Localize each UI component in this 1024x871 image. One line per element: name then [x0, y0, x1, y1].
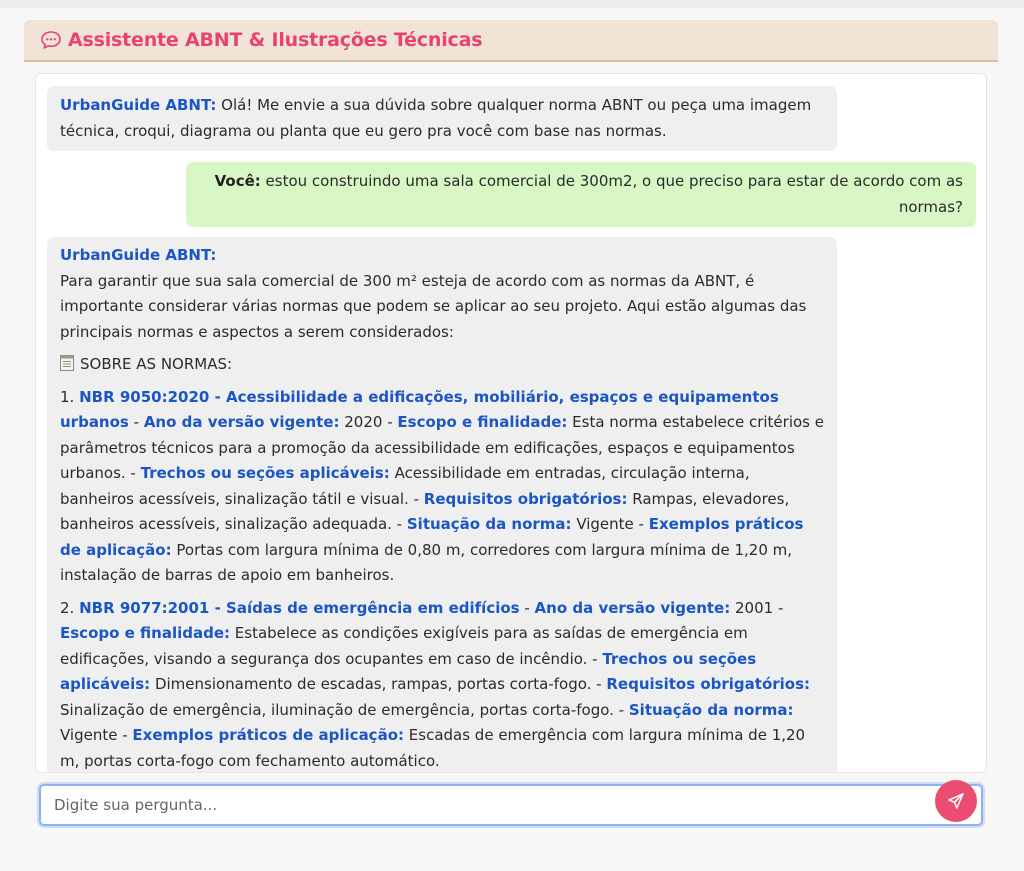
label-requisitos: Requisitos obrigatórios: [423, 489, 628, 508]
norm-title: NBR 9050:2020 - Acessibilidade a edificações, mobiliário, espaços e equipamentos urbanos [60, 387, 779, 431]
question-input-container [39, 784, 983, 826]
label-exemplos: Exemplos práticos de aplicação: [132, 726, 405, 744]
send-button[interactable] [935, 780, 977, 822]
section-heading [60, 352, 824, 378]
value-ano: 2020 - [339, 413, 398, 431]
norm-number: 1. [60, 387, 80, 406]
norm-item [60, 385, 824, 589]
app-header [24, 20, 998, 62]
label-escopo: Escopo e finalidade: [397, 413, 568, 431]
label-ano: Ano da versão vigente: [143, 413, 340, 431]
message-sender: UrbanGuide ABNT: [60, 246, 217, 264]
value-situacao: Vigente - [60, 726, 133, 744]
chat-history[interactable] [35, 73, 987, 773]
send-icon [947, 792, 965, 810]
value-requisitos: Rampas, elevadores, banheiros acessíveis, sinalização adequada. - [60, 489, 790, 533]
norm-number: 2. [60, 598, 80, 617]
separator: - [519, 598, 535, 617]
value-escopo: Estabelece as condições exigíveis para as saídas de emergência em edificações, visando a segurança dos ocupantes em caso de incêndio. - [60, 624, 748, 668]
value-exemplos: Escadas de emergência com largura mínima de 1,20 m, portas corta-fogo com fechamento automático. [60, 726, 806, 770]
value-exemplos: Portas com largura mínima de 0,80 m, corredores com largura mínima de 1,20 m, instalação de barras de apoio em banheiros. [60, 540, 793, 584]
label-ano: Ano da versão vigente: [534, 598, 731, 617]
label-trechos: Trechos ou seções aplicáveis: [140, 464, 390, 482]
message-sender: Você: [214, 172, 261, 190]
page-title: Assistente ABNT & Ilustrações Técnicas [68, 29, 483, 51]
label-requisitos: Requisitos obrigatórios: [606, 675, 811, 693]
speech-bubble-icon [40, 29, 62, 51]
value-escopo: Esta norma estabelece critérios e parâmetros técnicos para a promoção da acessibilidade em edificações, espaços e equipamentos urbanos. - [60, 413, 824, 482]
label-situacao: Situação da norma: [406, 515, 572, 533]
section-title: SOBRE AS NORMAS: [80, 355, 233, 373]
value-requisitos: Sinalização de emergência, iluminação de emergência, portas corta-fogo. - [60, 700, 629, 719]
value-trechos: Acessibilidade em entradas, circulação interna, banheiros acessíveis, sinalização tátil e visual. - [60, 464, 750, 508]
label-trechos: Trechos ou seções aplicáveis: [60, 649, 757, 693]
label-exemplos: Exemplos práticos de aplicação: [60, 515, 804, 559]
norm-item [60, 596, 824, 774]
message-text: Olá! Me envie a sua dúvida sobre qualquer norma ABNT ou peça uma imagem técnica, croqui, diagrama ou planta que eu gero pra você com base nas normas. [60, 96, 812, 140]
top-strip [0, 0, 1024, 8]
document-icon [60, 354, 74, 370]
value-ano: 2001 - [730, 598, 784, 617]
message-intro: Para garantir que sua sala comercial de 300 m² esteja de acordo com as normas da ABNT, é importante considerar várias normas que podem se aplicar ao seu projeto. Aqui estão algumas das principais normas e aspectos a serem considerados: [60, 271, 807, 341]
user-message [186, 162, 976, 227]
value-situacao: Vigente - [571, 515, 649, 533]
message-text: estou construindo uma sala comercial de 300m2, o que preciso para estar de acordo com as normas? [260, 172, 963, 216]
label-situacao: Situação da norma: [628, 700, 794, 719]
value-trechos: Dimensionamento de escadas, rampas, portas corta-fogo. - [150, 675, 607, 693]
question-input[interactable] [41, 786, 921, 824]
bot-message [47, 86, 837, 151]
message-sender: UrbanGuide ABNT: [60, 96, 217, 114]
separator: - [128, 413, 144, 431]
bot-message [47, 237, 837, 773]
norm-title: NBR 9077:2001 - Saídas de emergência em edifícios [79, 598, 520, 617]
label-escopo: Escopo e finalidade: [60, 624, 231, 642]
